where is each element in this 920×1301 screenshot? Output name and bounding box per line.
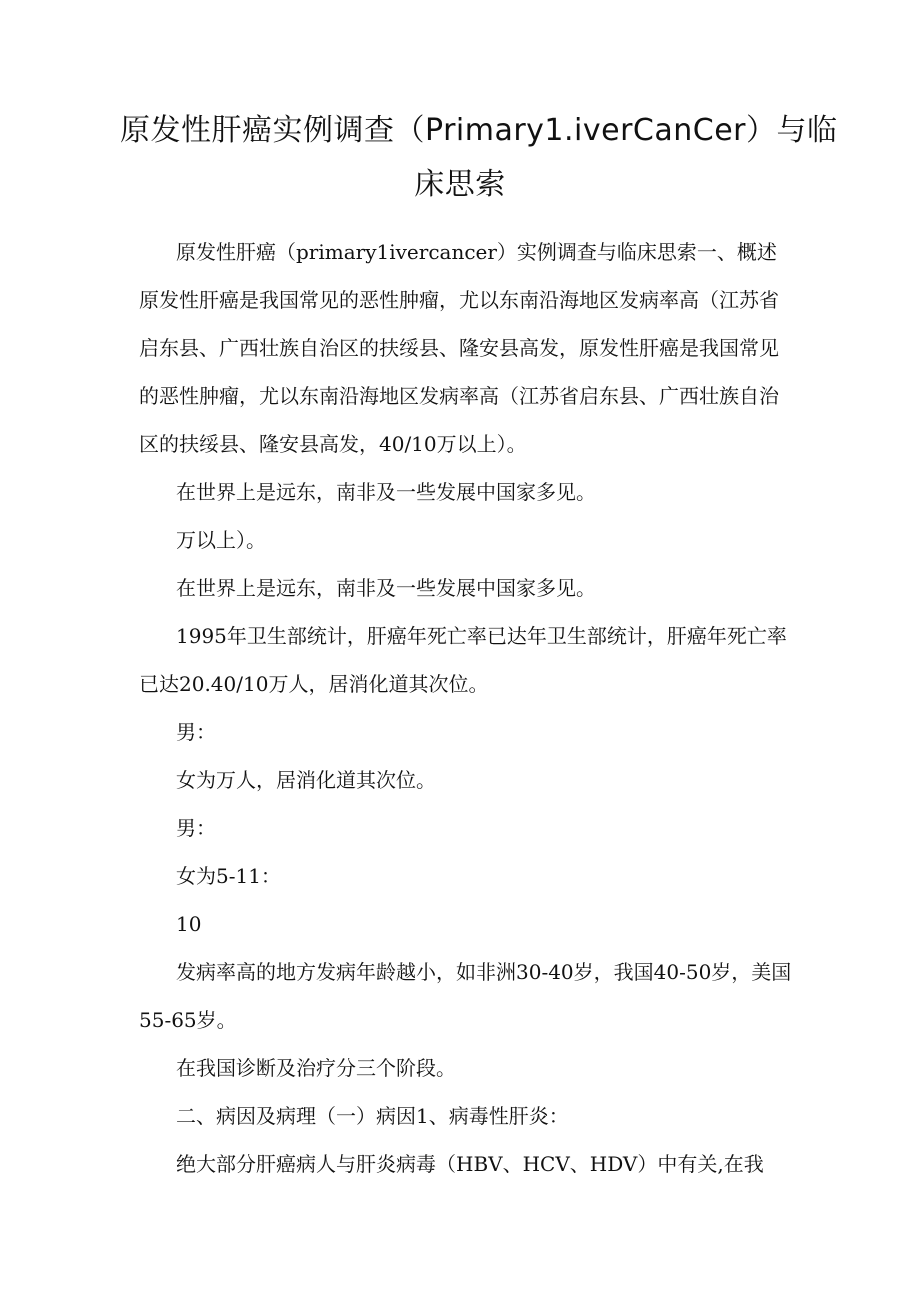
paragraph-line: 发病率高的地方发病年龄越小，如非洲30-40岁，我国40-50岁，美国 [176, 960, 792, 984]
document-title [120, 104, 838, 212]
paragraph-line: 已达20.40/10万人，居消化道其次位。 [139, 672, 489, 696]
paragraph-fragment [139, 516, 784, 564]
paragraph-line: 原发性肝癌是我国常见的恶性肿瘤，尤以东南沿海地区发病率高（江苏省 [139, 288, 779, 312]
paragraph-line: 万以上）。 [176, 528, 266, 552]
paragraph-line: 启东县、广西壮族自治区的扶绥县、隆安县高发，原发性肝癌是我国常见 [139, 336, 779, 360]
paragraph-world [139, 468, 784, 516]
paragraph-line: 10 [176, 912, 202, 936]
paragraph-male [139, 708, 784, 756]
paragraph-stages [139, 1044, 784, 1092]
paragraph-male-2 [139, 804, 784, 852]
paragraph-overview [139, 228, 784, 468]
paragraph-etiology-heading [139, 1092, 784, 1140]
paragraph-line: 原发性肝癌（primary1ivercancer）实例调查与临床思索一、概述 [176, 240, 777, 264]
paragraph-line: 区的扶绥县、隆安县高发，40/10万以上）。 [139, 432, 527, 456]
title-line-1: 原发性肝癌实例调查（Primary1.iverCanCer）与临 [120, 113, 838, 148]
paragraph-world-repeat [139, 564, 784, 612]
paragraph-line: 1995年卫生部统计，肝癌年死亡率已达年卫生部统计，肝癌年死亡率 [176, 624, 787, 648]
paragraph-female [139, 756, 784, 804]
paragraph-line: 绝大部分肝癌病人与肝炎病毒（HBV、HCV、HDV）中有关,在我 [176, 1152, 764, 1176]
title-line-2: 床思索 [414, 167, 506, 202]
paragraph-line: 男： [176, 816, 216, 840]
paragraph-line: 55-65岁。 [139, 1008, 237, 1032]
paragraph-line: 女为万人，居消化道其次位。 [176, 768, 436, 792]
paragraph-line: 女为5-11： [176, 864, 281, 888]
paragraph-hepatitis [139, 1140, 784, 1188]
paragraph-age [139, 948, 792, 1044]
section-heading: 二、病因及病理（一）病因1、病毒性肝炎： [176, 1104, 569, 1128]
paragraph-line: 的恶性肿瘤，尤以东南沿海地区发病率高（江苏省启东县、广西壮族自治 [139, 384, 779, 408]
paragraph-line: 在世界上是远东，南非及一些发展中国家多见。 [176, 576, 596, 600]
paragraph-line: 在我国诊断及治疗分三个阶段。 [176, 1056, 456, 1080]
paragraph-line: 男： [176, 720, 216, 744]
paragraph-statistics [139, 612, 787, 708]
paragraph-line: 在世界上是远东，南非及一些发展中国家多见。 [176, 480, 596, 504]
paragraph-female-ratio [139, 852, 784, 900]
paragraph-number [139, 900, 784, 948]
